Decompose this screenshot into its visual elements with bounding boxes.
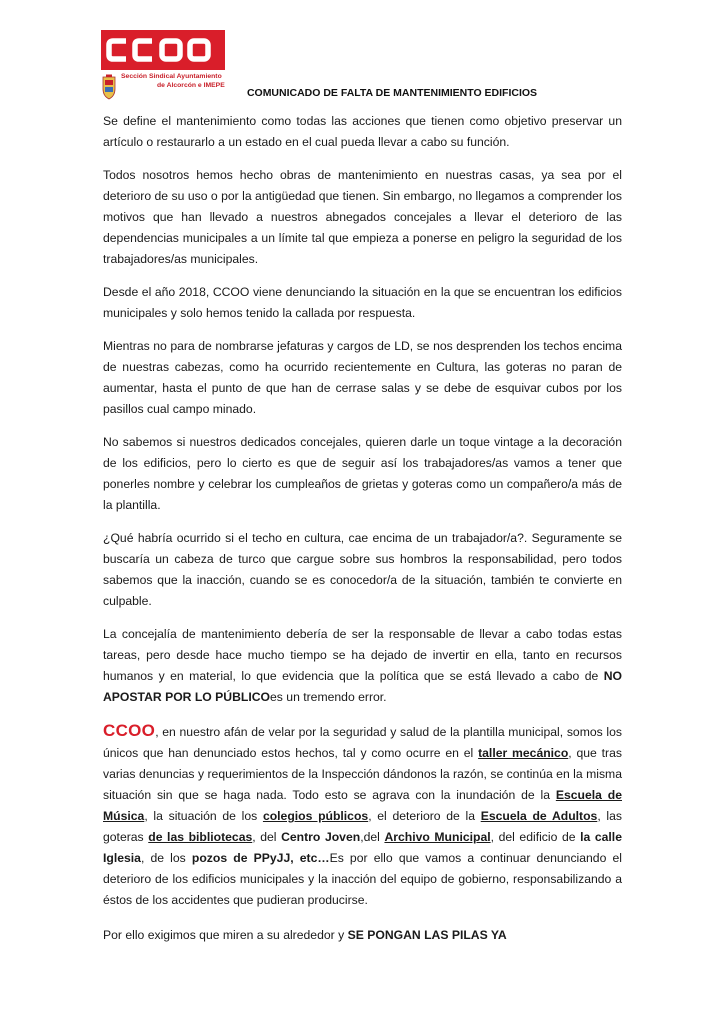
p8-t3: , la situación de los xyxy=(144,809,263,823)
escuela-musica-ref: Escuela de Música xyxy=(103,788,622,823)
centro-joven-ref: Centro Joven xyxy=(281,830,361,844)
pozos-ref: pozos de PPyJJ, etc… xyxy=(191,851,330,865)
letterhead xyxy=(0,0,724,110)
p7-text: La concejalía de mantenimiento debería de ser la responsable de llevar a cabo todas estas tareas, pero desde hace mucho tiempo se ha dejado de invertir en ella, tanto en recursos humanos y en material, lo que evidencia que la política que se está llevado a cabo de xyxy=(103,627,622,683)
section-line-1: Sección Sindical Ayuntamiento xyxy=(121,73,222,80)
p8-t9: , de los xyxy=(140,851,192,865)
p8-t6: , del xyxy=(252,830,282,844)
calle-iglesia-ref: la calle Iglesia xyxy=(103,830,622,865)
bibliotecas-ref: de las bibliotecas xyxy=(148,830,253,844)
paragraph-4: Mientras no para de nombrarse jefaturas y cargos de LD, se nos desprenden los techos encima de nuestras cabezas, como ha ocurrido recientemente en Cultura, las goteras no paran de aumentar, hasta el punto de que han de cerrase salas y se debe de esquivar cubos por los pasillos cual campo minado. xyxy=(103,339,622,416)
paragraph-1: Se define el mantenimiento como todas las acciones que tienen como objetivo preservar un artículo o restaurarlo a un estado en el cual pueda llevar a cabo su función. xyxy=(103,114,622,149)
p8-t7: ,del xyxy=(360,830,385,844)
ccoo-logo xyxy=(101,30,225,70)
taller-mecanico-ref: taller mecánico xyxy=(478,746,569,760)
p8-t8: , del edificio de xyxy=(490,830,581,844)
document-title: COMUNICADO DE FALTA DE MANTENIMIENTO EDIFICIOS xyxy=(246,87,538,99)
paragraph-9 xyxy=(103,925,622,946)
p8-t5: , las goteras xyxy=(103,809,622,844)
paragraph-5: No sabemos si nuestros dedicados concejales, quieren darle un toque vintage a la decoración de los edificios, pero lo cierto es que de seguir así los trabajadores/as vamos a tener que ponerles nombre y celebrar los cumpleaños de grietas y goteras como un compañero/a más de la plantilla. xyxy=(103,435,622,512)
archivo-municipal-ref: Archivo Municipal xyxy=(384,830,491,844)
escuela-adultos-ref: Escuela de Adultos xyxy=(480,809,598,823)
paragraph-2: Todos nosotros hemos hecho obras de mantenimiento en nuestras casas, ya sea por el deterioro de su uso o por la antigüedad que tienen. Sin embargo, no llegamos a comprender los motivos que han llevado a nuestros abnegados concejales a llevar el deterioro de las dependencias municipales a un límite tal que empieza a ponerse en peligro la seguridad de los trabajadores/as municipales. xyxy=(103,168,622,266)
paragraph-8 xyxy=(103,720,622,911)
p7-end: es un tremendo error. xyxy=(270,690,387,704)
ccoo-logo-mark xyxy=(101,30,225,70)
paragraph-7 xyxy=(103,624,622,708)
paragraph-6: ¿Qué habría ocurrido si el techo en cultura, cae encima de un trabajador/a?. Seguramente se buscaría un cabeza de turco que cargue sobre sus hombros la responsabilidad, pero todos sabemos que la inacción, cuando se es conocedor/a de la situación, también te convierte en culpable. xyxy=(103,531,622,608)
ccoo-inline-brand: CCOO xyxy=(103,721,156,740)
document-body xyxy=(103,111,622,958)
colegios-publicos-ref: colegios públicos xyxy=(262,809,369,823)
p8-t1: , en nuestro afán de velar por la seguridad y salud de la plantilla municipal, somos los únicos que han denunciado estos hechos, tal y como ocurre en el xyxy=(103,725,622,760)
p8-t4: , el deterioro de la xyxy=(368,809,481,823)
p8-t2: , que tras varias denuncias y requerimientos de la Inspección dándonos la razón, se continúa en la misma situación sin que se haga nada. Todo esto se agrava con la inundación de la xyxy=(103,746,622,802)
section-line-2: de Alcorcón e IMEPE xyxy=(157,82,225,89)
p9-bold: SE PONGAN LAS PILAS YA xyxy=(347,928,507,942)
paragraph-3: Desde el año 2018, CCOO viene denunciando la situación en la que se encuentran los edificios municipales y solo hemos tenido la callada por respuesta. xyxy=(103,285,622,320)
p8-t10: Es por ello que vamos a continuar denunciando el deterioro de los edificios municipales y la inacción del equipo de gobierno, responsabilizando a éstos de los accidentes que pudieran producirse. xyxy=(103,851,622,907)
p7-bold: NO APOSTAR POR LO PÚBLICO xyxy=(103,669,622,704)
p9-text: Por ello exigimos que miren a su alrededor y xyxy=(103,928,348,942)
